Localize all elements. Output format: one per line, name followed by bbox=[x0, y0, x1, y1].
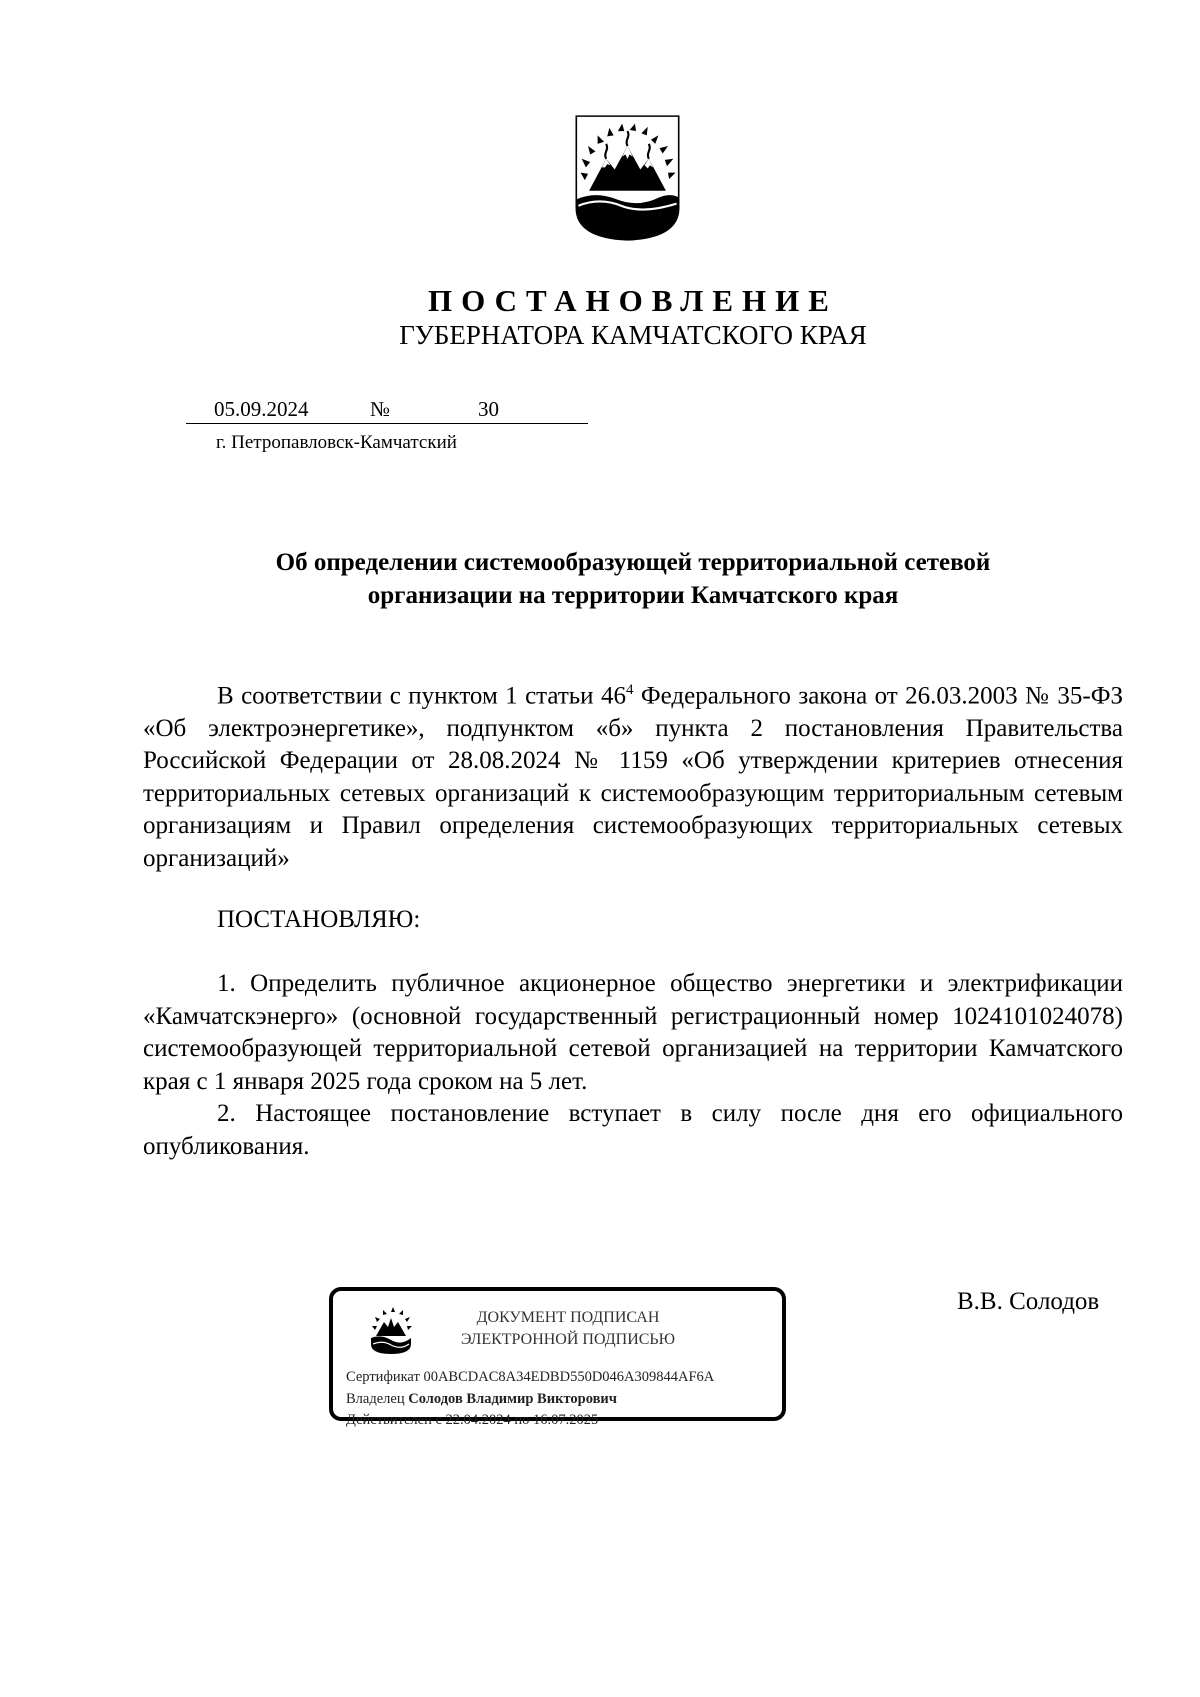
document-number: 30 bbox=[478, 397, 499, 421]
document-type-heading: ПОСТАНОВЛЕНИЕ bbox=[428, 283, 838, 318]
stamp-certificate bbox=[346, 1369, 714, 1386]
number-sign: № bbox=[370, 397, 391, 421]
owner-value: Солодов Владимир Викторович bbox=[408, 1391, 617, 1407]
date-number-line bbox=[186, 397, 588, 424]
document-date: 05.09.2024 bbox=[214, 397, 309, 421]
certificate-label: Сертификат bbox=[346, 1369, 420, 1385]
certificate-value: 00ABCDAC8A34EDBD550D046A309844AF6A bbox=[423, 1369, 715, 1385]
title-line-1: Об определении системообразующей территориальной сетевой bbox=[275, 549, 991, 576]
title-line-2: организации на территории Камчатского края bbox=[367, 582, 899, 609]
electronic-signature-stamp bbox=[329, 1287, 786, 1428]
stamp-emblem-icon bbox=[369, 1304, 413, 1356]
decree-word bbox=[143, 904, 1123, 937]
decree-item-2: 2. Настоящее постановление вступает в силу после дня его официального опубликования. bbox=[143, 1100, 1123, 1160]
decree-word-text: ПОСТАНОВЛЯЮ: bbox=[217, 906, 421, 933]
preamble-text-start: В соответствии с пунктом 1 статьи 46 bbox=[217, 682, 626, 710]
stamp-title-line-2: ЭЛЕКТРОННОЙ ПОДПИСЬЮ bbox=[460, 1331, 676, 1348]
preamble-paragraph bbox=[143, 674, 1123, 875]
kamchatka-coat-of-arms-icon bbox=[574, 114, 681, 242]
stamp-owner bbox=[346, 1391, 617, 1408]
article-superscript: 4 bbox=[625, 682, 634, 698]
preamble-text-end: Федерального закона от 26.03.2003 № 35-ФЗ «Об электроэнергетике», подпунктом «б» пункта 2 постановления Правительства Российской Федерации от 28.08.2024 № 1159 «Об утверждении критериев отнесения территориальных сетевых организаций к системообразующим территориальным сетевым организациям и Правил определения системообразующих территориальных сетевых организаций» bbox=[143, 682, 1123, 872]
decree-item-1: 1. Определить публичное акционерное общество энергетики и электрификации «Камчатскэнерго» (основной государственный регистрационный номер 1024101024078) системообразующей территориальной сетевой организацией на территории Камчатского края с 1 января 2025 года сроком на 5 лет. bbox=[143, 970, 1123, 1095]
stamp-title-line-1: ДОКУМЕНТ ПОДПИСАН bbox=[476, 1309, 660, 1326]
signer-name: В.В. Солодов bbox=[957, 1288, 1100, 1315]
owner-label: Владелец bbox=[346, 1391, 405, 1407]
stamp-title bbox=[433, 1307, 703, 1351]
document-title bbox=[140, 546, 1126, 612]
document-city: г. Петропавловск-Камчатский bbox=[216, 432, 457, 453]
issuer-heading: ГУБЕРНАТОРА КАМЧАТСКОГО КРАЯ bbox=[399, 320, 867, 350]
decree-items bbox=[143, 968, 1123, 1163]
stamp-validity: Действителен с 22.04.2024 по 16.07.2025 bbox=[346, 1412, 599, 1428]
